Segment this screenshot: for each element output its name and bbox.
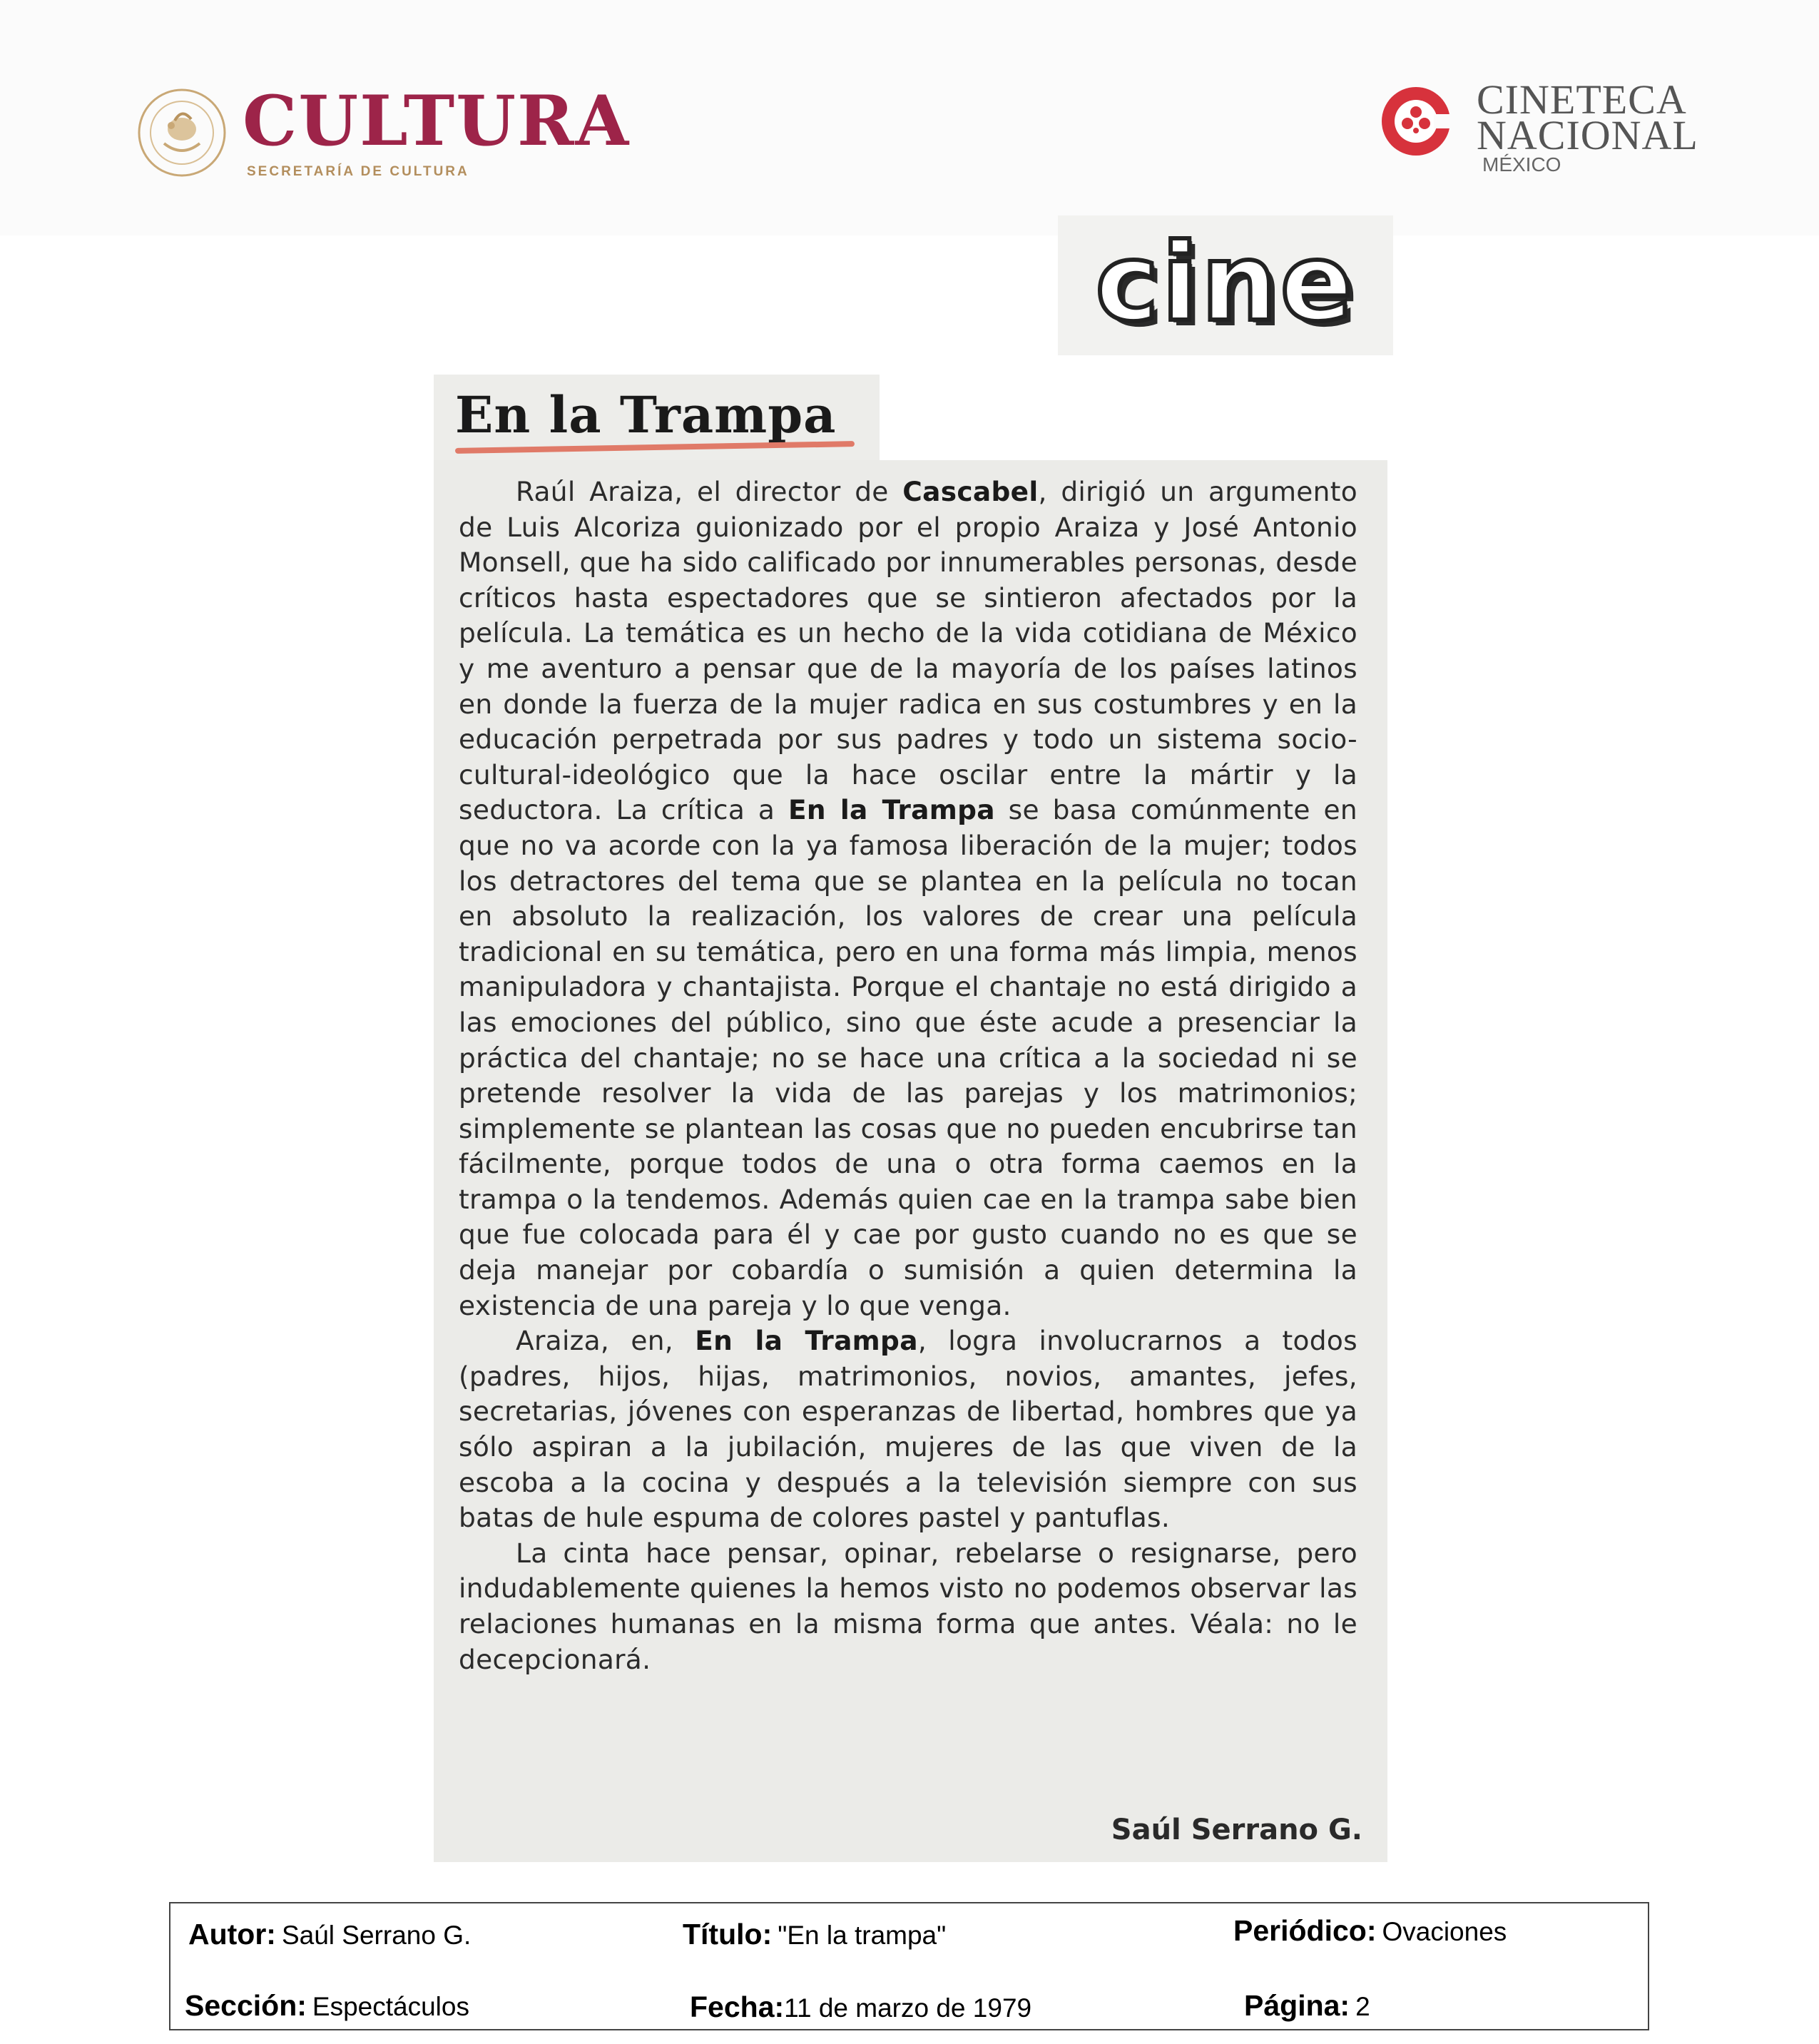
article-text: Raúl Araiza, el director de [516,476,903,507]
cineteca-line-3: MÉXICO [1482,153,1561,176]
cine-section-heading [1058,215,1393,355]
article-text: La cinta hace pensar, opinar, rebelarse o resignarse, pero indudablemente quienes la hemos visto no podemos observar las relaciones humanas en la misma forma que antes. Véala: no le decepcionará. [459,1537,1357,1675]
cineteca-line-2: NACIONAL [1477,112,1698,158]
article-text: , logra involucrarnos a todos (padres, hijos, hijas, matrimonios, novios, amantes, jefes, secretarias, jóvenes con esperanzas de libertad, hombres que ya sólo aspiran a la jubilación, mujeres de las que viven de la escoba a la cocina y después a la televisión siempre con sus batas de hule espuma de colores pastel y pantuflas. [459,1325,1357,1534]
cineteca-logo [1377,76,1698,176]
meta-autor-label: Autor: [188,1918,276,1951]
metadata-table [169,1902,1649,2030]
film-reel-icon [1377,82,1455,161]
article-paragraph [459,1323,1357,1536]
article-text: se basa comúnmente en que no va acorde con la ya famosa liberación de la mujer; todos los detractores del tema que se plantea en la película no tocan en absoluto la realización, los valores de crear una película tradicional en su temática, pero en una forma más limpia, menos manipuladora y chantajista. Porque el chantaje no está dirigido a las emociones del público, sino que éste acude a presenciar la práctica del chantaje; no se hace una crítica a la sociedad ni se pretende resolver la vida de las parejas y los matrimonios; simplemente se plantean las cosas que no pueden encubrirse tan fácilmente, porque todos de una o otra forma caemos en la trampa o la tendemos. Además quien cae en la trampa sabe bien que fue colocada para él y cae por gusto cuando no es que se deja manejar por cobardía o sumisión a quien determina la existencia de una pareja y lo que venga. [459,794,1357,1321]
meta-periodico-label: Periódico: [1233,1914,1377,1947]
article-text: Araiza, en, [516,1325,696,1357]
meta-titulo [683,1918,946,1951]
meta-seccion [185,1989,469,2023]
article-paragraph [459,474,1357,1323]
cultura-logo [136,81,631,180]
cineteca-line-1: CINETECA [1477,76,1687,123]
coat-of-arms-seal-icon [136,86,228,179]
article-signature: Saúl Serrano G. [1111,1814,1362,1846]
meta-autor [188,1918,471,1951]
article-body-block [434,460,1387,1862]
meta-titulo-value: "En la trampa" [778,1921,947,1950]
meta-pagina-value: 2 [1355,1992,1370,2021]
article-bold-text: En la Trampa [788,794,995,826]
meta-seccion-label: Sección: [185,1989,307,2022]
meta-autor-value: Saúl Serrano G. [281,1921,472,1950]
meta-periodico-value: Ovaciones [1382,1917,1507,1946]
meta-seccion-value: Espectáculos [312,1992,469,2021]
article-bold-text: En la Trampa [695,1325,918,1357]
article-paragraph [459,1536,1357,1677]
meta-fecha-label: Fecha: [690,1990,785,2023]
meta-pagina [1244,1989,1370,2023]
page-header [0,0,1819,235]
article-body [459,474,1357,1677]
article-title: En la Trampa [455,385,837,444]
cultura-subtitle: SECRETARÍA DE CULTURA [247,164,469,179]
cine-heading-text: cine [1095,221,1356,345]
meta-fecha-value: 11 de marzo de 1979 [784,1993,1032,2023]
cultura-wordmark: CULTURA [243,81,631,161]
article-text: , dirigió un argumento de Luis Alcoriza guionizado por el propio Araiza y José Antonio Monsell, que ha sido calificado por innumerables personas, desde críticos hasta espectadores que se sintieron afectados por la película. La temática es un hecho de la vida cotidiana de México y me aventuro a pensar que de la mayoría de los países latinos en donde la fuerza de la mujer radica en sus costumbres y en la educación perpetrada por sus padres y todo un sistema socio-cultural-ideológico que la hace oscilar entre la mártir y la seductora. La crítica a [459,476,1357,826]
meta-titulo-label: Título: [683,1918,773,1951]
meta-periodico [1233,1914,1507,1948]
meta-fecha [690,1990,1031,2024]
article-bold-text: Cascabel [902,476,1039,507]
meta-pagina-label: Página: [1244,1989,1350,2022]
article-title-block [434,375,880,460]
